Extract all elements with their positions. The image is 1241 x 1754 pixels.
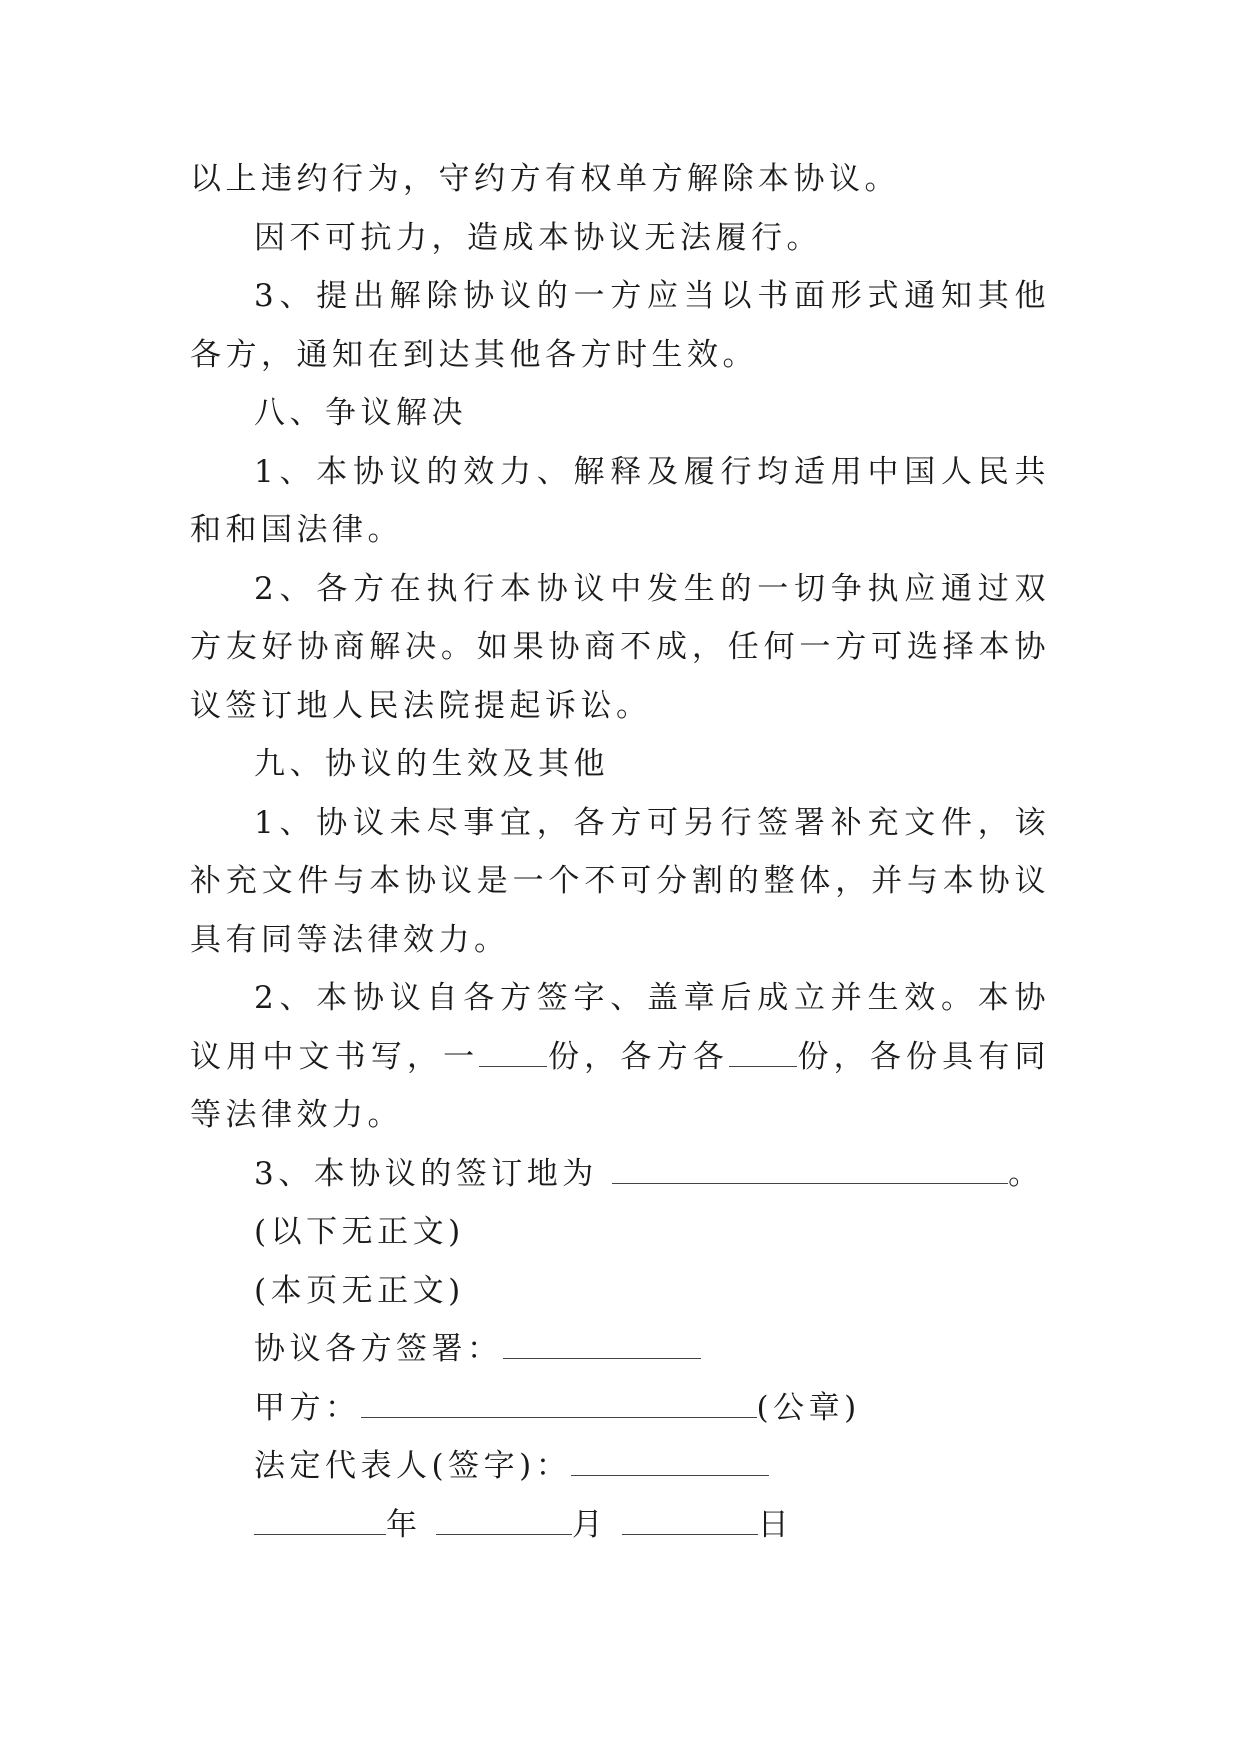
day-blank[interactable] xyxy=(622,1506,758,1535)
signing-place-blank[interactable] xyxy=(612,1155,1008,1184)
paragraph-governing-law: 1、本协议的效力、解释及履行均适用中国人民共和和国法律。 xyxy=(190,453,1050,548)
section-heading-dispute: 八、争议解决 xyxy=(254,395,467,431)
no-text-page-note: (本页无正文) xyxy=(254,1272,465,1309)
legal-rep-blank[interactable] xyxy=(571,1447,769,1476)
day-label: 日 xyxy=(757,1506,794,1543)
year-label: 年 xyxy=(386,1506,422,1543)
seal-label: (公章) xyxy=(756,1389,861,1426)
year-blank[interactable] xyxy=(254,1506,386,1535)
paragraph-termination-notice: 3、提出解除协议的一方应当以书面形式通知其他各方，通知在到达其他各方时生效。 xyxy=(190,278,1050,373)
paragraph-termination-breach: 以上违约行为，守约方有权单方解除本协议。 xyxy=(190,161,900,197)
no-text-below-note: (以下无正文) xyxy=(254,1214,465,1250)
paragraph-force-majeure: 因不可抗力，造成本协议无法履行。 xyxy=(254,219,822,256)
signing-place-end: 。 xyxy=(1008,1155,1044,1192)
paragraph-signing-place xyxy=(190,1145,1050,1204)
parties-signature-blank[interactable] xyxy=(503,1330,701,1359)
month-label: 月 xyxy=(571,1506,608,1543)
paragraph-copies xyxy=(190,969,1050,1145)
copies-text-3: 份，各份具有同等法律效力。 xyxy=(190,1038,1051,1133)
document-body xyxy=(190,150,1050,1554)
copies-text-1: 2、本协议自各方签字、盖章后成立并生效。本协议用中文书写，一 xyxy=(190,980,1050,1075)
signing-place-label: 3、本协议的签订地为 xyxy=(254,1155,598,1192)
party-a-line xyxy=(190,1379,1050,1438)
party-a-label: 甲方： xyxy=(254,1389,361,1426)
month-blank[interactable] xyxy=(436,1506,572,1535)
copies-text-2: 份，各方各 xyxy=(547,1038,729,1075)
paragraph-supplementary-docs: 1、协议未尽事宜，各方可另行签署补充文件，该补充文件与本协议是一个不可分割的整体，并与本协议具有同等法律效力。 xyxy=(190,804,1050,958)
legal-rep-line xyxy=(190,1437,1050,1496)
paragraph-dispute-resolution: 2、各方在执行本协议中发生的一切争执应通过双方友好协商解决。如果协商不成，任何一方可选择本协议签订地人民法院提起诉讼。 xyxy=(190,570,1050,724)
legal-rep-label: 法定代表人(签字)： xyxy=(254,1448,572,1484)
copies-each-blank[interactable] xyxy=(729,1038,797,1067)
section-heading-effectiveness: 九、协议的生效及其他 xyxy=(254,746,609,782)
party-a-blank[interactable] xyxy=(361,1389,757,1418)
parties-signature-line xyxy=(190,1320,1050,1379)
date-line xyxy=(190,1496,1050,1555)
copies-total-blank[interactable] xyxy=(479,1038,547,1067)
parties-signature-label: 协议各方签署： xyxy=(254,1331,503,1367)
